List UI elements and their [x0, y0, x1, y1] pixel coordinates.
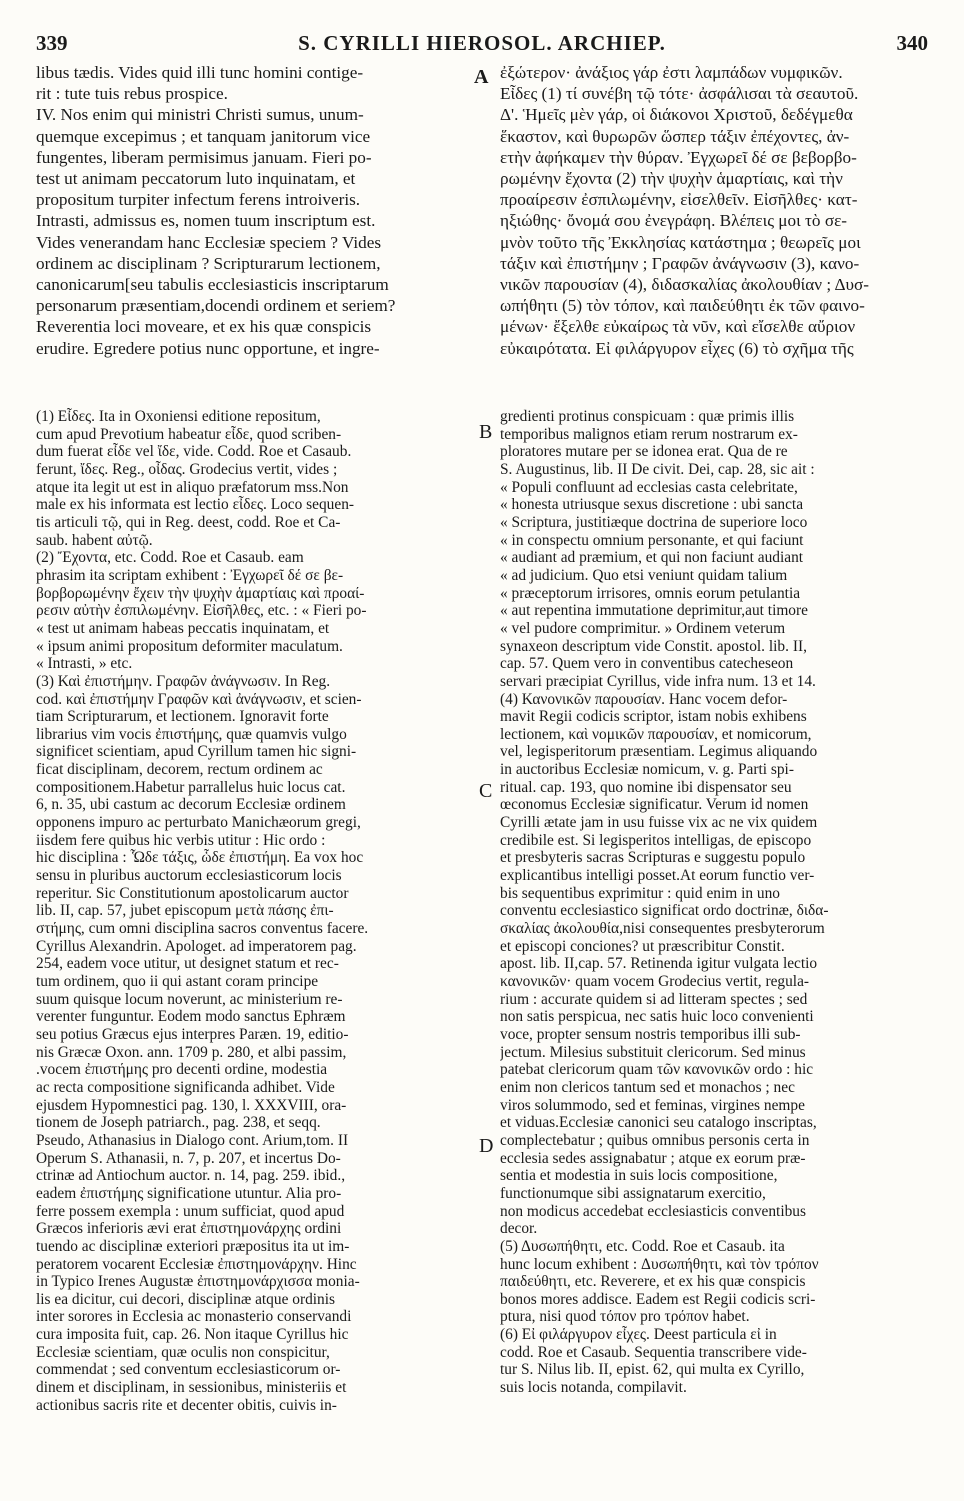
text-line: Vides venerandam hanc Ecclesiæ speciem ? Vides: [36, 232, 382, 252]
text-line: « Intrasti, » etc.: [36, 655, 133, 673]
text-line: IV. Nos enim qui ministri Christi sumus, unum-: [36, 105, 364, 125]
page-number-right: 340: [896, 30, 928, 55]
text-line: commendat ; sed conventum ecclesiasticorum or-: [36, 1361, 341, 1379]
running-title: S. CYRILLI HIEROSOL. ARCHIEP.: [298, 30, 666, 55]
text-line: cod. καὶ ἐπιστήμην Γραφῶν καὶ ἀνάγνωσιν, et scien-: [36, 690, 362, 708]
text-line: inter sorores in Ecclesia ac monasterio conservandi: [36, 1308, 352, 1326]
text-line: decor.: [500, 1220, 538, 1238]
text-line: (5) Δυσωπήθητι, etc. Codd. Roe et Casaub. ita: [500, 1237, 785, 1255]
text-line: .vocem ἐπιστήμης pro decenti ordine, modestia: [36, 1061, 328, 1079]
text-line: personarum præsentiam,docendi ordinem et seriem?: [36, 296, 396, 316]
text-line: tis articuli τῷ, qui in Reg. deest, codd. Roe et Ca-: [36, 513, 341, 531]
text-line: actionibus sacris rite et decenter obitis, cuivis in-: [36, 1396, 337, 1414]
text-line: ἐξώτερον· ἀνάξιος γάρ ἐστι λαμπάδων νυμφικῶν.: [500, 63, 843, 82]
text-line: ecclesia sedes assignabatur ; atque ex eorum præ-: [500, 1149, 806, 1167]
text-line: μένων· ἔξελθε εὐκαίρως τὰ νῦν, καὶ εἴσελθε αὔριον: [500, 317, 856, 337]
text-line: complectebatur ; quibus omnibus personis certa in: [500, 1131, 810, 1149]
footnotes-right-column: [500, 408, 932, 1397]
text-line: lectionem, καὶ νομικῶν παρουσίαν, et nomicorum,: [500, 725, 812, 743]
text-line: (6) Εἰ φιλάργυρον εἶχες. Deest particula εἰ in: [500, 1326, 777, 1344]
text-line: peratorem vocarent Ecclesiæ ἐπιστημονάρχην. Hinc: [36, 1255, 357, 1273]
text-line: viros solummodo, sed et feminas, virgines nempe: [500, 1096, 805, 1114]
text-line: ritual. cap. 193, quo nomine ibi dispensator seu: [500, 778, 792, 796]
section-marker-d: D: [479, 1135, 494, 1157]
text-line: κανονικῶν· quam vocem Grodecius vertit, regula-: [500, 973, 810, 990]
text-line: dum fuerat εἶδε vel ἴδε, vide. Codd. Roe et Casaub.: [36, 443, 352, 461]
text-line: ωπήθητι (5) τὸν τόπον, καὶ παιδεύθητι ἐκ τῶν φαινο-: [500, 296, 865, 316]
text-line: παιδεύθητι, etc. Reverere, et ex his quæ conspicis: [500, 1273, 806, 1291]
text-line: ferre possem exempla : unum sufficiat, quod apud: [36, 1202, 345, 1220]
text-line: test ut animam peccatorum luto inquinatam, et: [36, 169, 356, 189]
text-line: προαίρεσιν ἐσπιλωμένην, εἰσελθεῖν. Εἰσῆλθες· κατ-: [500, 190, 858, 210]
text-line: lis ea dicitur, cui decori, disciplinæ atque ordinis: [36, 1290, 336, 1308]
text-line: ἕκαστον, καὶ θυρωρῶν ὥσπερ τάξιν ἐπέχοντες, ἀν-: [500, 126, 850, 146]
text-line: nis Græcæ Oxon. ann. 1709 p. 280, et albi passim,: [36, 1043, 347, 1061]
text-line: apost. lib. II,cap. 57. Retinenda igitur vulgata lectio: [500, 955, 818, 973]
text-line: synaxeon descriptum vide Constit. apostol. lib. II,: [500, 637, 807, 655]
text-line: νικῶν παρουσίαν (4), διδασκαλίας ἀκολουθίαν ; Δυσ-: [500, 275, 869, 295]
text-line: ploratores mutare per se idonea erat. Qua de re: [500, 443, 788, 461]
text-line: in auctoribus Ecclesiæ nomicum, v. g. Parti spi-: [500, 761, 794, 779]
text-line: seu potius Græcus ejus interpres Paræn. 19, editio-: [36, 1025, 349, 1043]
text-line: S. Augustinus, lib. II De civit. Dei, cap. 28, sic ait :: [500, 460, 815, 478]
text-line: temporibus malignos etiam rerum nostrarum ex-: [500, 425, 798, 443]
text-line: « honesta utriusque sexus discretione : ubi sancta: [500, 496, 804, 514]
text-line: 6, n. 35, ubi castum ac decorum Ecclesiæ ordinem: [36, 796, 346, 814]
text-line: εὐκαιρότατα. Εἰ φιλάργυρον εἶχες (6) τὸ σχῆμα τῆς: [500, 338, 854, 358]
text-line: rit : tute tuis rebus prospice.: [36, 84, 228, 104]
text-line: fungentes, liberam permisimus januam. Fieri po-: [36, 147, 372, 167]
text-line: credibile est. Si legisperitos intelligas, de episcopo: [500, 831, 812, 849]
text-line: cap. 57. Quem vero in conventibus catecheseon: [500, 655, 794, 673]
page-number-left: 339: [36, 30, 68, 55]
text-line: « aut repentina immutatione deprimitur,aut timore: [500, 602, 808, 620]
text-line: reperitur. Sic Constitutionum apostolicarum auctor: [36, 884, 349, 902]
text-line: hunc locum exhibent : Δυσωπήθητι, καὶ τὸν τρόπον: [500, 1255, 819, 1273]
text-line: « ad judicium. Quo etsi veniunt quidam talium: [500, 566, 788, 584]
section-marker-b: B: [479, 421, 493, 443]
text-line: compositionem.Habetur parrallelus huic locus cat.: [36, 778, 346, 796]
text-line: 254, eadem voce utitur, ut designet statum et rec-: [36, 955, 339, 973]
text-line: Εἶδες (1) τί συνέβη τῷ τότε· ἀσφάλισαι τὰ σεαυτοῦ.: [500, 84, 859, 104]
text-line: non satis perspicua, nec satis huic loco convenienti: [500, 1008, 814, 1026]
text-line: explicantibus intelligi posset.At eorum functio ver-: [500, 867, 815, 885]
text-line: codd. Roe et Casaub. Sequentia transcribere vide-: [500, 1343, 807, 1361]
text-line: libus tædis. Vides quid illi tunc homini contige-: [36, 63, 364, 82]
text-line: gredienti protinus conspicuam : quæ primis illis: [500, 408, 795, 425]
text-line: servari præcipiat Cyrillus, vide infra num. 13 et 14.: [500, 672, 816, 690]
text-line: patebat clericorum quam τῶν κανονικῶν ordo : hic: [500, 1061, 814, 1079]
text-line: atque ita legit ut est in aliquo præfatorum mss.Non: [36, 478, 349, 496]
text-line: « in conspectu omnium personante, et qui faciunt: [500, 531, 804, 549]
text-line: Reverentia loci moveare, et ex his quæ conspicis: [36, 317, 372, 337]
text-line: μνὸν τοῦτο τῆς Ἐκκλησίας κατάστημα ; θεωρεῖς μοι: [500, 232, 861, 252]
text-line: bis sequentibus exprimitur : quid enim in uno: [500, 884, 780, 902]
text-line: cura imposita fuit, cap. 26. Non itaque Cyrillus hic: [36, 1326, 349, 1344]
text-line: Operum S. Athanasii, n. 7, p. 207, et incertus Do-: [36, 1149, 341, 1167]
text-line: et episcopi conciones? ut præscribitur Constit.: [500, 937, 785, 955]
text-line: (3) Καὶ ἐπιστήμην. Γραφῶν ἀνάγνωσιν. In Reg.: [36, 672, 331, 690]
text-line: tuendo ac disciplinæ exteriori præpositus ita ut im-: [36, 1237, 350, 1255]
text-line: ejusdem Hypomnestici pag. 130, l. XXXVIII, ora-: [36, 1096, 347, 1114]
section-marker-c: C: [479, 780, 493, 802]
text-line: canonicarum[seu tabulis ecclesiasticis inscriptarum: [36, 275, 389, 295]
text-line: phrasim ita scriptam exhibent : Ἐγχωρεῖ δέ σε βε-: [36, 566, 344, 584]
text-line: ηξιώθης· ὄνομά σου ἐνεγράφη. Βλέπεις μοι τὸ σε-: [500, 211, 848, 231]
text-line: ac recta compositione significanda adhibet. Vide: [36, 1078, 335, 1096]
text-line: tionem de Joseph patriarch., pag. 238, et seqq.: [36, 1114, 321, 1132]
text-line: vel, legisperitorum præsentiam. Legimus aliquando: [500, 743, 818, 761]
text-line: « præceptorum irrisores, omnis eorum petulantia: [500, 584, 801, 602]
text-line: verenter funguntur. Eodem modo sanctus Ephræm: [36, 1008, 346, 1026]
text-line: (4) Κανονικῶν παρουσίαν. Hanc vocem defor-: [500, 690, 788, 708]
text-line: ρωμένην ἔχοντα (2) τὴν ψυχὴν ἁμαρτίαις, καὶ τὴν: [500, 169, 843, 189]
text-line: et presbyteris sacras Scripturas e suggestu populo: [500, 849, 806, 867]
text-line: opponens impuro ac perturbato Manichæorum gregi,: [36, 814, 361, 832]
text-line: erudire. Egredere potius nunc opportune, et ingre-: [36, 338, 380, 358]
text-line: ordinem ac disciplinam ? Scripturarum lectionem,: [36, 253, 381, 273]
text-line: enim non clericos tantum sed et monachos ; nec: [500, 1078, 795, 1096]
footnotes-left-column: [36, 408, 476, 1414]
text-line: Intrasti, admissus es, nomen tuum inscriptum est.: [36, 211, 376, 231]
text-line: στήμης, cum omni disciplina sacros conventus facere.: [36, 920, 369, 938]
text-line: ferunt, ἴδες. Reg., οἶδας. Grodecius vertit, vides ;: [36, 460, 338, 478]
text-line: Δ'. Ἡμεῖς μὲν γάρ, οἱ διάκονοι Χριστοῦ, δεδέγμεθα: [500, 105, 853, 125]
text-line: « vel pudore comprimitur. » Ordinem veterum: [500, 619, 786, 637]
text-line: (1) Εἶδες. Ita in Oxoniensi editione repositum,: [36, 408, 321, 425]
text-line: librarius vim vocis ἐπιστήμης, quæ quamvis vulgo: [36, 725, 347, 743]
main-text-latin-column: [36, 62, 468, 359]
text-line: ρεσιν αὐτὴν ἐσπιλωμένην. Εἰσῆλθες, etc. : « Fieri po-: [36, 602, 367, 620]
text-line: iisdem fere quibus hic verbis utitur : Hic ordo :: [36, 831, 326, 849]
text-line: ptura, nisi quod τόπον pro τρόπον habet.: [500, 1308, 750, 1326]
text-line: ficat disciplinam, decorem, rectum ordinem ac: [36, 761, 323, 779]
text-line: significet scientiam, apud Cyrillum tamen hic signi-: [36, 743, 357, 761]
text-line: tum ordinem, quo ii qui astant coram principe: [36, 973, 319, 990]
text-line: dinem et disciplinam, in sessionibus, ministeriis et: [36, 1379, 347, 1397]
text-line: (2) Ἔχοντα, etc. Codd. Roe et Casaub. eam: [36, 549, 304, 567]
text-line: « Scriptura, justitiæque doctrina de superiore loco: [500, 513, 808, 531]
text-line: tiam Scripturarum, et lectionem. Ignoravit forte: [36, 708, 329, 726]
section-marker-a: A: [474, 66, 489, 88]
text-line: τάξιν καὶ ἐπιστήμην ; Γραφῶν ἀνάγνωσιν (3), κανο-: [500, 253, 860, 273]
text-line: suum quisque locum noverunt, ac ministerium re-: [36, 990, 343, 1008]
text-line: sentia et modestia in suis locis compositione,: [500, 1167, 778, 1185]
text-line: « test ut animam habeas peccatis inquinatam, et: [36, 619, 330, 637]
text-line: functionumque sibi assignatarum exercitio,: [500, 1184, 766, 1202]
text-line: male ex his informata est lectio εἶδες. Loco sequen-: [36, 496, 355, 514]
text-line: quemque excepimus ; et tanquam janitorum vice: [36, 126, 371, 146]
text-line: jectum. Milesius substituit clericorum. Sed minus: [500, 1043, 806, 1061]
text-line: conventu ecclesiastico significat ordo doctrinæ, διδα-: [500, 902, 829, 920]
text-line: propositum turpiter infectum ferens introiveris.: [36, 190, 361, 210]
text-line: sensu in pluribus auctorum ecclesiasticorum locis: [36, 867, 342, 885]
text-line: eadem ἐπιστήμης significatione utuntur. Alia pro-: [36, 1184, 342, 1202]
text-line: Ecclesiæ scientiam, quæ oculis non conspicitur,: [36, 1343, 330, 1361]
text-line: cum apud Prevotium habeatur εἶδε, quod scriben-: [36, 425, 342, 443]
text-line: hic disciplina : Ὧδε τάξις, ὧδε ἐπιστήμη. Ea vox hoc: [36, 849, 364, 867]
text-line: in Typico Irenes Augustæ ἐπιστημονάρχισσα monia-: [36, 1273, 360, 1291]
text-line: voce, propter sensum nostris temporibus illi sub-: [500, 1025, 801, 1043]
text-line: œconomus Ecclesiæ significatur. Verum id nomen: [500, 796, 809, 814]
text-line: rium : accurate quidem si ad litteram spectes ; sed: [500, 990, 808, 1008]
text-line: Cyrilli ætate jam in usu fuisse vix ac ne vix quidem: [500, 814, 818, 832]
text-line: ctrinæ ad Antiochum auctor. n. 14, pag. 259. ibid.,: [36, 1167, 346, 1185]
text-line: et viduas.Ecclesiæ canonici seu catalogo inscriptas,: [500, 1114, 817, 1132]
text-line: « Populi confluunt ad ecclesias casta celebritate,: [500, 478, 798, 496]
text-line: Cyrillus Alexandrin. Apologet. ad imperatorem pag.: [36, 937, 357, 955]
text-line: saub. habent αὐτῷ.: [36, 531, 153, 549]
text-line: non modicus accedebat ecclesiasticis conventibus: [500, 1202, 806, 1220]
text-line: tur S. Nilus lib. II, epist. 62, qui multa ex Cyrillo,: [500, 1361, 805, 1379]
text-line: suis locis notanda, compilavit.: [500, 1379, 687, 1397]
text-line: « audiant ad præmium, et qui non faciunt audiant: [500, 549, 804, 567]
text-line: Græcos inferioris ævi erat ἐπιστημονάρχης ordini: [36, 1220, 342, 1238]
text-line: « ipsum animi propositum deformiter maculatum.: [36, 637, 343, 655]
text-line: βορβορωμένην ἔχειν τὴν ψυχὴν ἁμαρτίαις καὶ προαί-: [36, 584, 365, 602]
text-line: ετὴν ἀφήκαμεν τὴν θύραν. Ἐγχωρεῖ δέ σε βεβορβο-: [500, 147, 857, 167]
text-line: mavit Regii codicis scriptor, istam nobis exhibens: [500, 708, 807, 726]
text-line: lib. II, cap. 57, jubet episcopum μετὰ πάσης ἐπι-: [36, 902, 334, 920]
text-line: σκαλίας ἀκολουθία,nisi consequentes presbyterorum: [500, 920, 825, 938]
text-line: Pseudo, Athanasius in Dialogo cont. Arium,tom. II: [36, 1131, 349, 1149]
page-header: [36, 28, 928, 58]
main-text-greek-column: [500, 62, 928, 359]
text-line: bonos mores addisce. Eadem est Regii codicis scri-: [500, 1290, 816, 1308]
